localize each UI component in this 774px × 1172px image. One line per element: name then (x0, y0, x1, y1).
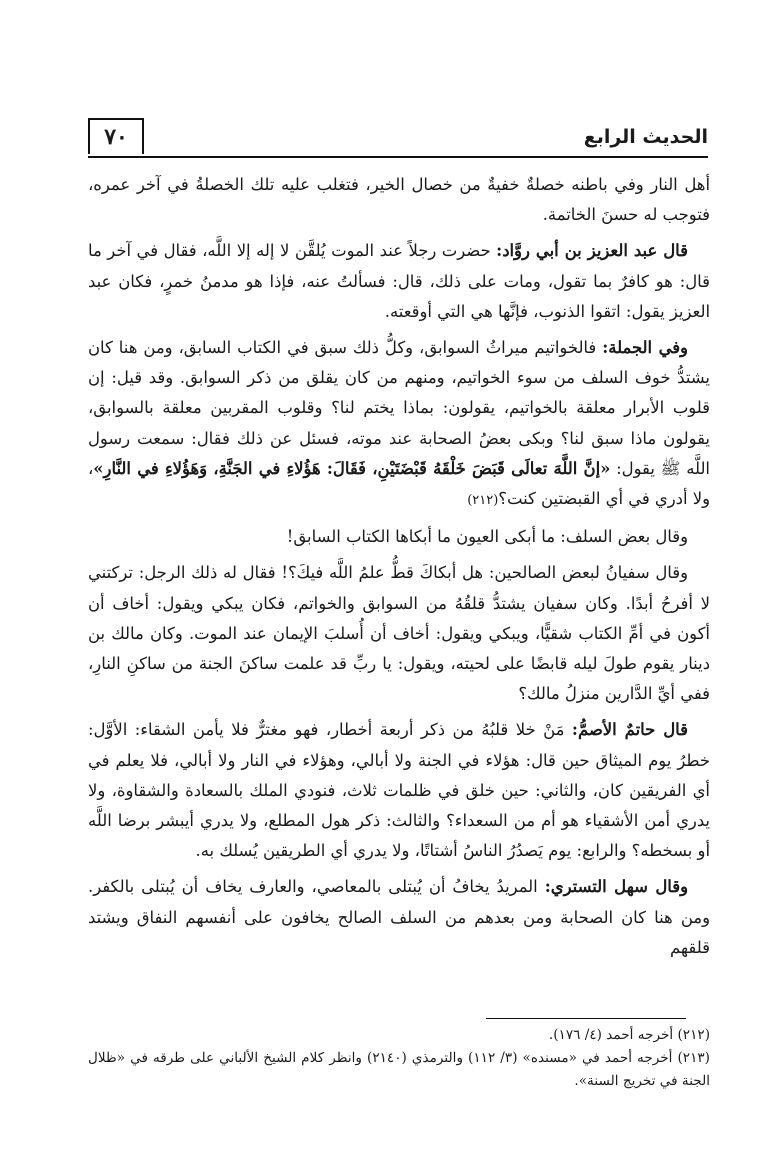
footnote-212: (٢١٢) أخرجه أحمد (٤/ ١٧٦). (548, 1027, 710, 1043)
page-header (88, 118, 708, 158)
paragraph-5: وقال سفيانُ لبعض الصالحين: هل أبكاكَ قطُّ علمُ اللَّه فيكَ؟! فقال له ذلك الرجل: تركتني لا أفرحُ أبدًا. وكان سفيان يشتدُّ قلقُهُ من السوابق والخواتم، فكان يبكي ويقول: أخاف أن أكون في أمِّ الكتاب شقيًّا، ويبكي ويقول: أخاف أن أُسلبَ الإيمان عند الموت. وكان مالك بن دينار يقوم طولَ ليله قابضًا على لحيته، ويقول: يا ربِّ قد علمت ساكنَ الجنة من ساكنِ النارِ، ففي أيِّ الدَّارين منزلُ مالك؟ (88, 563, 710, 704)
paragraph-2 (88, 236, 710, 327)
footnote-ref-212: (٢١٢) (467, 493, 499, 509)
paragraph-6-text: مَنْ خلا قلبُهُ من ذكر أربعة أخطار، فهو مغترٌّ فلا يأمن الشقاء: الأوَّل: خطرُ يوم الميثاق حين قال: هؤلاء في الجنة ولا أبالي، وهؤلاء في النار ولا أبالي، فلا يعلم في أي الفريقين كان، والثاني: حين خلق في ظلمات ثلاث، فنودي الملك بالسعادة والشقاوة، ولا يدري أمن الأشقياء هو أم من السعداء؟ والثالث: ذكر هول المطلع، ولا يدري أيبشر برضا اللَّه أو بسخطه؟ والرابع: يوم يَصدُرُ الناسُ أشتاتًا، ولا يدري أي الطريقين يُسلك به. (88, 720, 710, 861)
footnote-213: (٢١٣) أخرجه أحمد في «مسنده» (٣/ ١١٢) والترمذي (٢١٤٠) وانظر كلام الشيخ الألباني على طرقه في «ظلال الجنة في تخريج السنة». (88, 1050, 710, 1089)
paragraph-7-lead: وقال سهل التستري: (544, 877, 688, 897)
paragraph-4: وقال بعض السلف: ما أبكى العيون ما أبكاها الكتاب السابق! (286, 527, 688, 547)
paragraph-2-text: حضرت رجلاً عند الموت يُلقَّن لا إله إلا اللَّه، فقال في آخر ما قال: هو كافرٌ بما تقول، ومات على ذلك، قال: فسألتُ عنه، فإذا هو مدمنُ خمرٍ، فكان عبد العزيز يقول: اتقوا الذنوب، فإنَّها هي التي أوقعته. (88, 241, 710, 321)
main-text (88, 170, 710, 969)
paragraph-2-lead: قال عبد العزيز بن أبي روَّاد: (496, 241, 688, 261)
paragraph-1: أهل النار وفي باطنه خصلةٌ خفيةٌ من خصال الخير، فتغلب عليه تلك الخصلةُ في آخر عمره، فتوجب له حسنَ الخاتمة. (88, 175, 710, 225)
chapter-title: الحديث الرابع (583, 126, 708, 148)
paragraph-7-text: المريدُ يخافُ أن يُبتلى بالمعاصي، والعارف يخاف أن يُبتلى بالكفر. ومن هنا كان الصحابة ومن بعدهم من السلف الصالح يخافون على أنفسهم النفاق ويشتد قلقهم (88, 877, 710, 957)
footnote-rule (486, 1018, 686, 1019)
paragraph-6-lead: قال حاتمٌ الأصمُّ: (571, 720, 688, 740)
hadith-quote: «إنَّ اللَّهَ تعالَى قَبَضَ خَلْقَهُ قَبْضَتَيْنِ، فَقَالَ: هَؤُلاءِ في الجَنَّةِ، وَهَؤُلاءِ في النَّارِ» (93, 458, 611, 478)
header-rule (88, 156, 708, 158)
footnotes (88, 1024, 710, 1093)
paragraph-3 (88, 333, 710, 516)
paragraph-3-text: فالخواتيم ميراثُ السوابق، وكلُّ ذلك سبق في الكتاب السابق، ومن هنا كان يشتدُّ خوف السلف من سوء الخواتيم، ومنهم من كان يقلق من ذكر السوابق. وقد قيل: إن قلوب الأبرار معلقة بالخواتيم، يقولون: بماذا يختم لنا؟ وقلوب المقربين معلقة بالسوابق، يقولون ماذا سبق لنا؟ وبكى بعضُ الصحابة عند موته، فسئل عن ذلك فقال: سمعت رسول اللَّه ﷺ يقول: (88, 338, 710, 478)
paragraph-3-lead: وفي الجملة: (602, 338, 688, 358)
paragraph-6 (88, 715, 710, 866)
page-number: ٧٠ (88, 118, 144, 154)
paragraph-3-tail: ، ولا أدري في أي القبضتين كنت؟ (88, 458, 710, 509)
paragraph-7 (88, 872, 710, 963)
